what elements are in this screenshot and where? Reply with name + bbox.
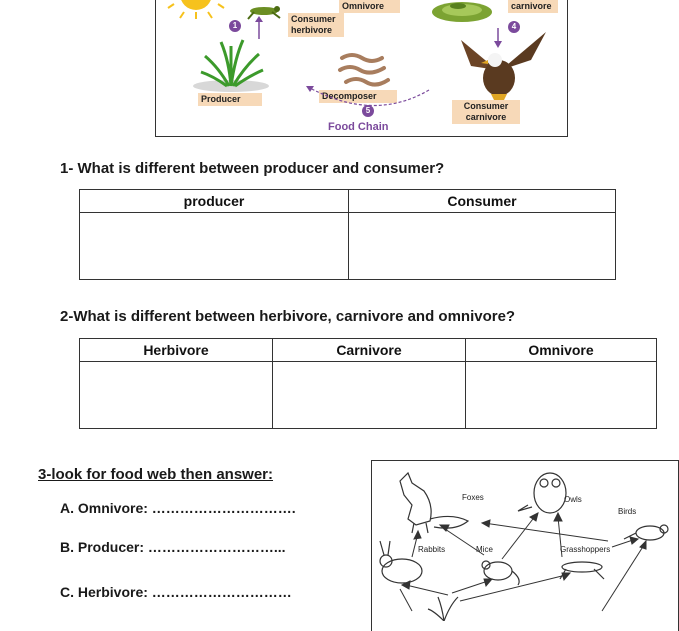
rabbit-icon [380, 541, 422, 583]
food-web-figure [371, 460, 679, 631]
header-producer: producer [80, 190, 349, 213]
question-1-text: 1- What is different between producer and consumer? [60, 160, 445, 177]
step-number-5: 5 [362, 105, 374, 117]
answer-producer[interactable]: B. Producer: ………………………... [60, 539, 286, 555]
herbivore-answer-cell[interactable] [80, 362, 273, 429]
carnivore-top-label: carnivore [508, 0, 558, 13]
mice-label: Mice [476, 545, 493, 554]
grasshoppers-label: Grasshoppers [560, 545, 611, 554]
consumer-carnivore-line1: Consumer [463, 101, 509, 111]
rabbits-label: Rabbits [418, 545, 446, 554]
food-chain-caption: Food Chain [328, 121, 389, 133]
consumer-herbivore-label [288, 13, 344, 37]
foxes-label: Foxes [462, 493, 484, 502]
sun-icon [166, 0, 226, 20]
header-herbivore: Herbivore [80, 339, 273, 362]
producer-answer-cell[interactable] [80, 213, 349, 280]
answer-omnivore[interactable]: A. Omnivore: …………………………. [60, 500, 296, 516]
question-1-table [79, 189, 616, 280]
consumer-herbivore-line2: herbivore [291, 25, 333, 35]
consumer-carnivore-label [452, 100, 520, 124]
grass-plant-icon [191, 36, 271, 92]
consumer-answer-cell[interactable] [349, 213, 616, 280]
plant-icon [428, 597, 458, 621]
step-number-1: 1 [229, 20, 241, 32]
header-carnivore: Carnivore [273, 339, 466, 362]
arrow-up-icon [252, 16, 266, 40]
header-consumer: Consumer [349, 190, 616, 213]
birds-label: Birds [618, 507, 637, 516]
question-2-text: 2-What is different between herbivore, carnivore and omnivore? [60, 308, 516, 325]
producer-label: Producer [198, 93, 262, 106]
carnivore-answer-cell[interactable] [273, 362, 466, 429]
food-chain-figure [155, 0, 568, 137]
omnivore-label: Omnivore [339, 0, 400, 13]
owl-icon [518, 473, 566, 513]
answer-herbivore[interactable]: C. Herbivore: ………………………… [60, 584, 292, 600]
fox-icon [400, 473, 468, 533]
decomposer-label: Decomposer [319, 90, 397, 103]
question-2-table [79, 338, 657, 429]
food-web-drawing [372, 461, 678, 621]
snake-icon [428, 0, 496, 24]
omnivore-answer-cell[interactable] [466, 362, 657, 429]
consumer-herbivore-line1: Consumer [291, 14, 336, 24]
owls-label: Owls [564, 495, 582, 504]
consumer-carnivore-line2: carnivore [465, 112, 507, 122]
question-3-text: 3-look for food web then answer: [38, 466, 274, 483]
step-number-4: 4 [508, 21, 520, 33]
eagle-icon [451, 30, 551, 102]
dashed-arrow-icon [304, 82, 434, 112]
header-omnivore: Omnivore [466, 339, 657, 362]
